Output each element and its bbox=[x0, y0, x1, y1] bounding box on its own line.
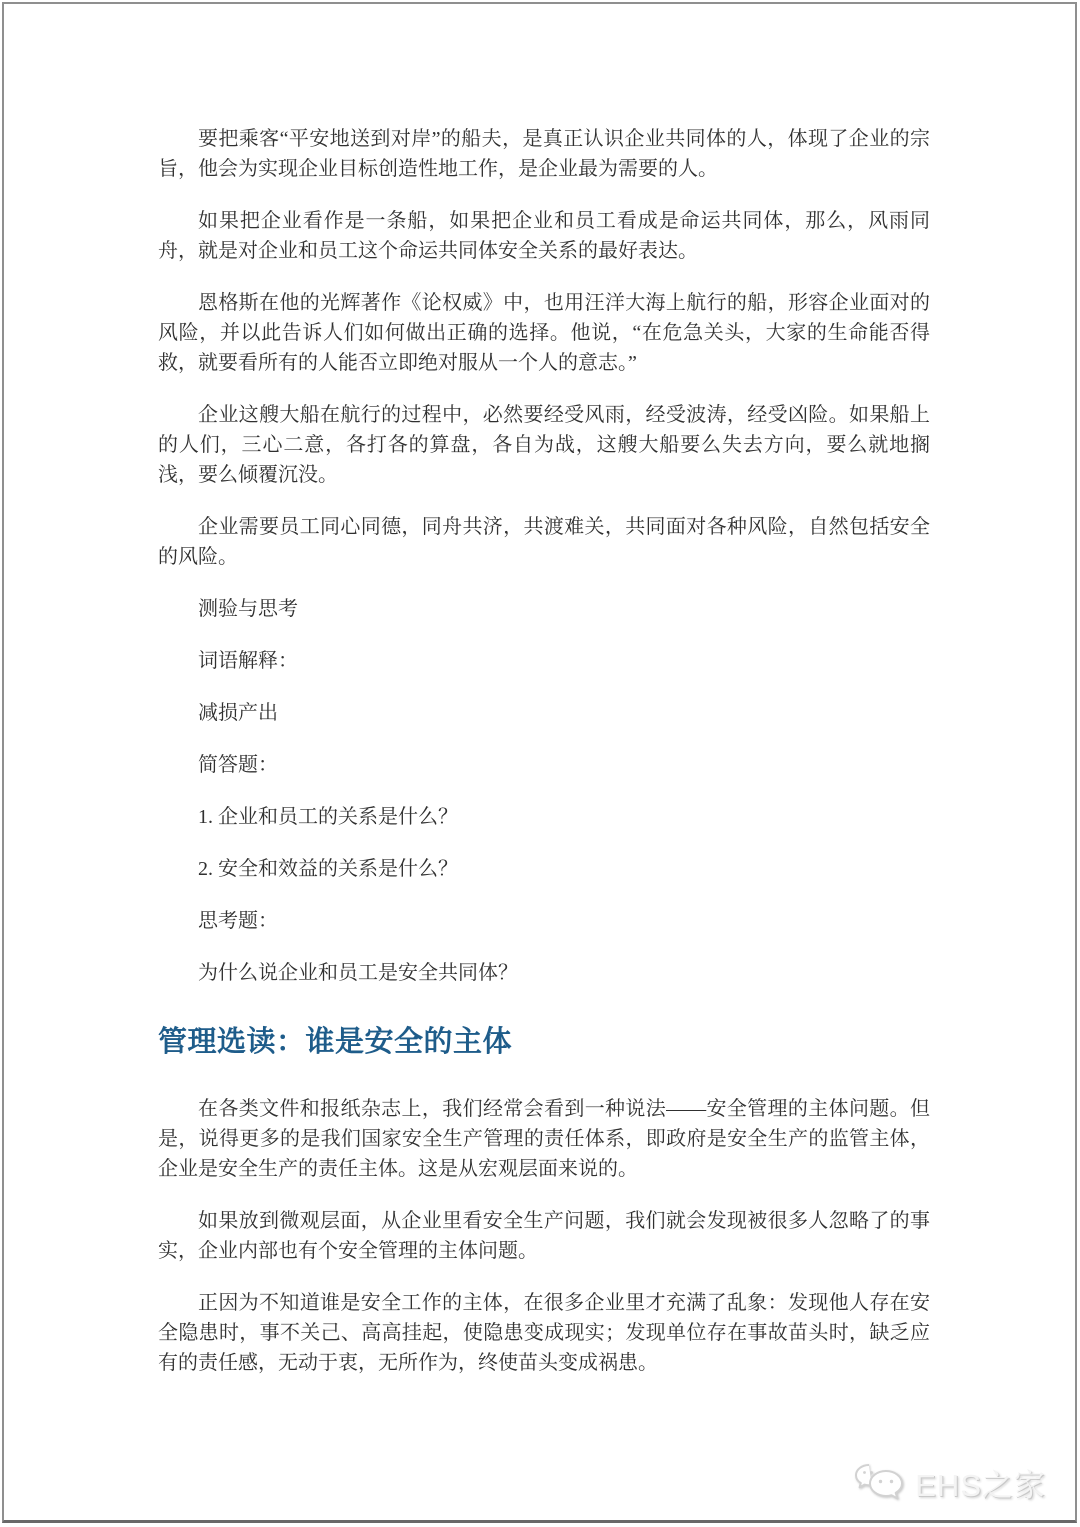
quiz-subheading-short-answer: 简答题： bbox=[198, 754, 278, 776]
quiz-subheading-thinking: 思考题： bbox=[198, 910, 278, 932]
watermark bbox=[852, 1460, 1046, 1505]
body-paragraph: 企业这艘大船在航行的过程中，必然要经受风雨，经受波涛，经受凶险。如果船上的人们，三心二意，各打各的算盘，各自为战，这艘大船要么失去方向，要么就地搁浅，要么倾覆沉没。 bbox=[158, 404, 930, 486]
document-body bbox=[158, 0, 930, 1400]
body-paragraph: 在各类文件和报纸杂志上，我们经常会看到一种说法——安全管理的主体问题。但是，说得更多的是我们国家安全生产管理的责任体系，即政府是安全生产的监管主体，企业是安全生产的责任主体。这是从宏观层面来说的。 bbox=[158, 1098, 930, 1180]
quiz-subheading-terms: 词语解释： bbox=[198, 650, 298, 672]
watermark-label: EHS之家 bbox=[915, 1468, 1046, 1503]
quiz-term: 减损产出 bbox=[198, 702, 278, 724]
quiz-thinking-question: 为什么说企业和员工是安全共同体？ bbox=[198, 962, 518, 984]
body-paragraph: 企业需要员工同心同德，同舟共济，共渡难关，共同面对各种风险，自然包括安全的风险。 bbox=[158, 516, 930, 568]
body-paragraph: 恩格斯在他的光辉著作《论权威》中，也用汪洋大海上航行的船，形容企业面对的风险，并以此告诉人们如何做出正确的选择。他说，“在危急关头，大家的生命能否得救，就要看所有的人能否立即绝对服从一个人的意志。” bbox=[158, 292, 930, 374]
body-paragraph: 要把乘客“平安地送到对岸”的船夫，是真正认识企业共同体的人，体现了企业的宗旨，他会为实现企业目标创造性地工作，是企业最为需要的人。 bbox=[158, 128, 930, 180]
wechat-icon bbox=[852, 1462, 908, 1504]
body-paragraph: 如果把企业看作是一条船，如果把企业和员工看成是命运共同体，那么，风雨同舟，就是对企业和员工这个命运共同体安全关系的最好表达。 bbox=[158, 210, 930, 262]
quiz-question-2: 2. 安全和效益的关系是什么？ bbox=[198, 858, 458, 880]
quiz-title: 测验与思考 bbox=[198, 598, 298, 620]
body-paragraph: 如果放到微观层面，从企业里看安全生产问题，我们就会发现被很多人忽略了的事实，企业内部也有个安全管理的主体问题。 bbox=[158, 1210, 930, 1262]
section-heading: 管理选读：谁是安全的主体 bbox=[158, 1026, 513, 1058]
quiz-question-1: 1. 企业和员工的关系是什么？ bbox=[198, 806, 458, 828]
body-paragraph: 正因为不知道谁是安全工作的主体，在很多企业里才充满了乱象：发现他人存在安全隐患时，事不关己、高高挂起，使隐患变成现实；发现单位存在事故苗头时，缺乏应有的责任感，无动于衷，无所作为，终使苗头变成祸患。 bbox=[158, 1292, 930, 1374]
